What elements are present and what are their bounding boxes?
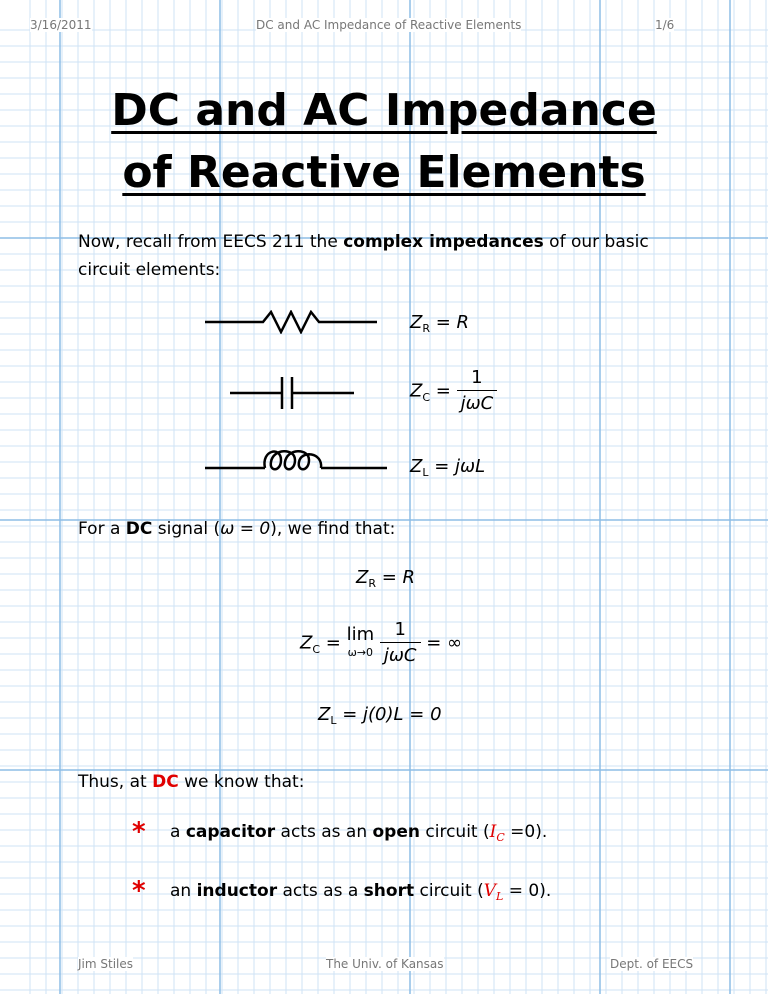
dc-intro: For a DC signal (ω = 0), we find that: [78, 519, 396, 539]
header-page: 1/6 [655, 18, 675, 32]
resistor-symbol [205, 310, 385, 334]
bullet-capacitor: a capacitor acts as an open circuit $(I_C =0)$. [170, 822, 548, 844]
dc-resistor-eq: $Z_R = R$ [356, 567, 416, 590]
resistor-impedance: $Z_R = R$ [410, 312, 470, 335]
intro-paragraph [78, 228, 678, 284]
intro-bold: complex impedances [343, 232, 544, 252]
capacitor-symbol [230, 373, 360, 413]
bullet-star-1: * [132, 817, 146, 847]
page-title [0, 80, 768, 204]
title-line-1: DC and AC Impedance [111, 85, 657, 136]
header-date: 3/16/2011 [30, 18, 92, 32]
bullet-star-2: * [132, 876, 146, 906]
intro-text-after: of our basic circuit elements: [78, 232, 649, 280]
capacitor-impedance: $Z_C$ = $\frac{1}{\text{jωC}}$ [410, 366, 497, 417]
footer-dept: Dept. of EECS [610, 957, 694, 971]
title-line-2: of Reactive Elements [122, 147, 646, 198]
bullet-inductor: an inductor acts as a short circuit $(V_L = 0)$. [170, 881, 552, 903]
inductor-symbol [205, 444, 395, 474]
dc-capacitor-eq: $Z_C$ = lim ω→0 $\frac{1}{\text{jωC}}$ = ∞ [300, 619, 463, 666]
conclusion-text: Thus, at DC we know that: [78, 772, 305, 792]
inductor-impedance: $Z_L = j\omega L$ [410, 456, 486, 479]
dc-inductor-eq: $Z_L = j(0)L = 0$ [318, 704, 442, 727]
footer-school: The Univ. of Kansas [326, 957, 444, 971]
footer-author: Jim Stiles [78, 957, 134, 971]
header-title: DC and AC Impedance of Reactive Elements [256, 18, 522, 32]
intro-text-before: Now, recall from EECS 211 the [78, 232, 344, 252]
